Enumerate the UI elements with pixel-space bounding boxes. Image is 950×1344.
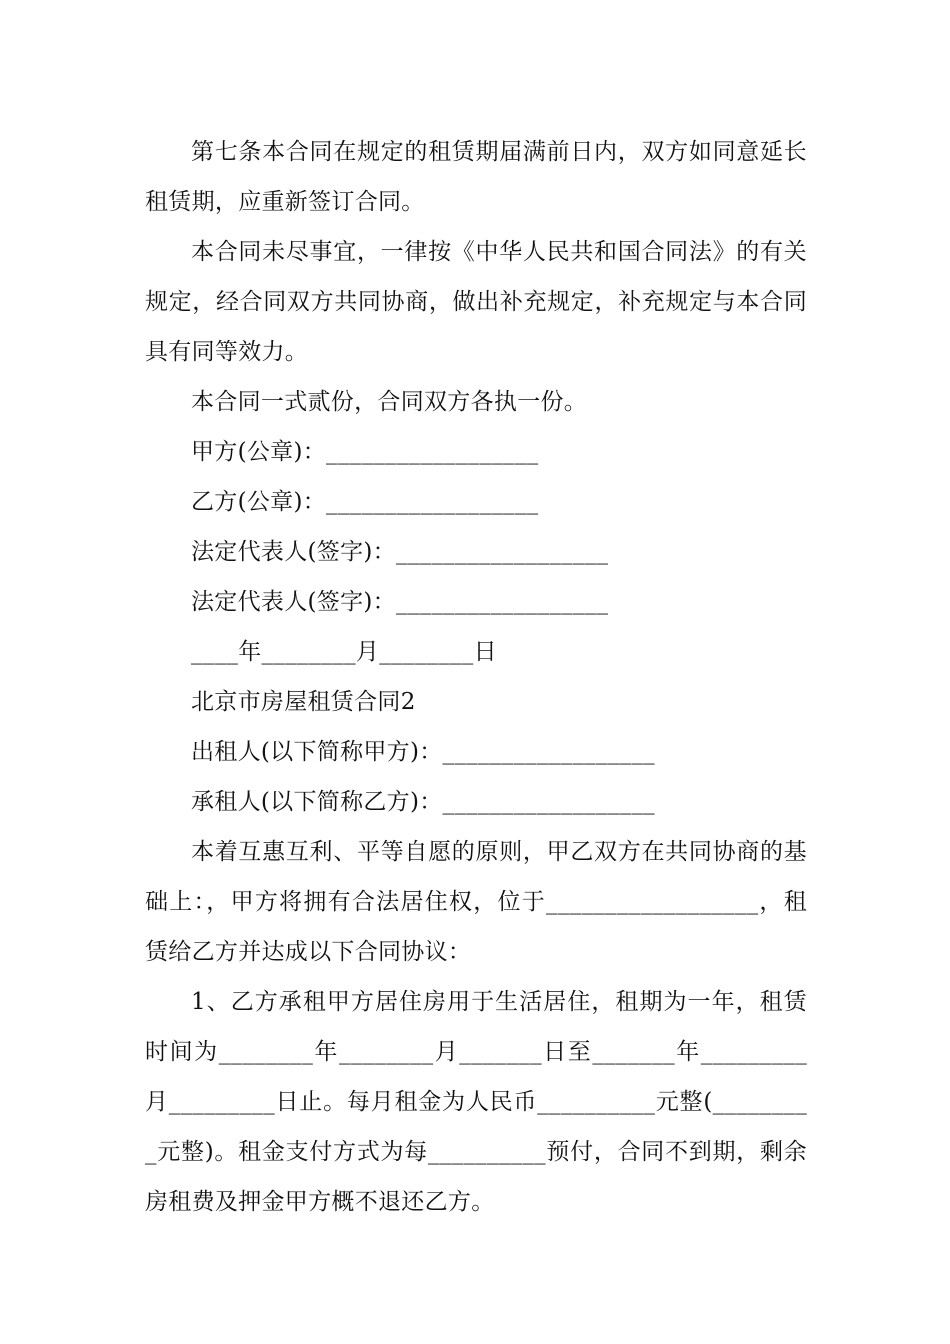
legal-representative-signature-line: 法定代表人(签字)：__________________ — [191, 589, 609, 615]
party-a-seal-line: 甲方(公章)：__________________ — [191, 439, 539, 465]
clause-one-paragraph: 1、乙方承租甲方居住房用于生活居住，租期为一年，租赁时间为________年________月_______日至_______年_________月_________日止。每月租金为人民币__________元整(_________元整)。租金支付方式为每__________预付，合同不到期，剩余房租费及押金甲方概不退还乙方。 — [145, 989, 807, 1215]
lessor-line: 出租人(以下简称甲方)：__________________ — [191, 739, 655, 765]
legal-representative-signature-line: 法定代表人(签字)：__________________ — [191, 539, 609, 565]
date-line: ____年________月________日 — [191, 639, 497, 665]
supplementary-terms-paragraph: 本合同未尽事宜，一律按《中华人民共和国合同法》的有关规定，经合同双方共同协商，做出补充规定，补充规定与本合同具有同等效力。 — [145, 239, 807, 365]
party-b-seal-line: 乙方(公章)：__________________ — [191, 489, 539, 515]
article-seven-paragraph: 第七条本合同在规定的租赁期届满前日内，双方如同意延长租赁期，应重新签订合同。 — [145, 139, 807, 215]
copies-paragraph: 本合同一式贰份，合同双方各执一份。 — [191, 389, 588, 415]
preamble-paragraph: 本着互惠互利、平等自愿的原则，甲乙双方在共同协商的基础上：，甲方将拥有合法居住权，位于__________________，租赁给乙方并达成以下合同协议： — [145, 839, 807, 965]
lessee-line: 承租人(以下简称乙方)：__________________ — [191, 789, 655, 815]
document-body — [145, 127, 807, 1227]
contract-title: 北京市房屋租赁合同2 — [191, 689, 416, 715]
